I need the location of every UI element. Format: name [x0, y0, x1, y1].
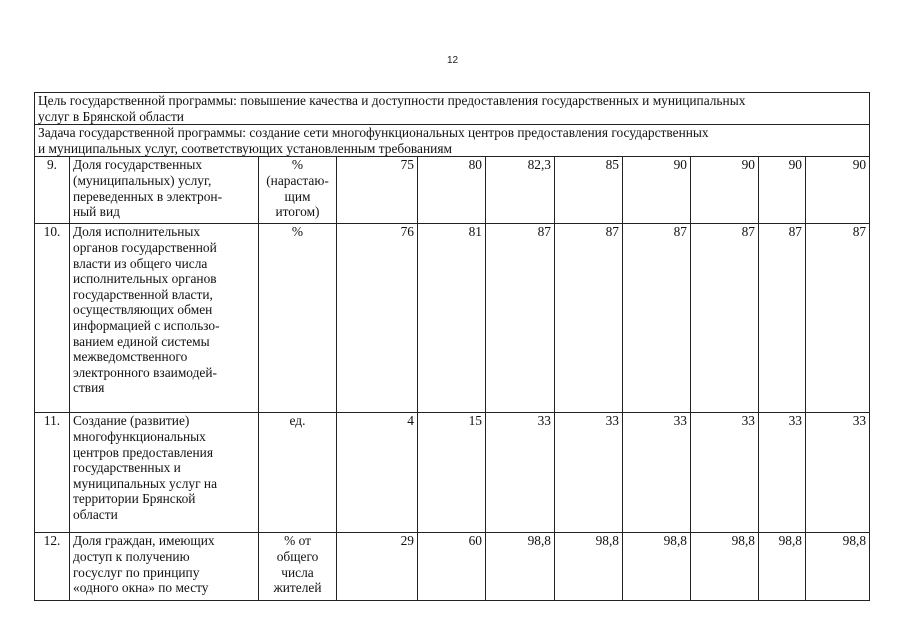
- value-cell: 33: [555, 413, 623, 533]
- program-goal: Цель государственной программы: повышение качества и доступности предоставления государственных и муниципальных услуг в Брянской области: [35, 93, 870, 125]
- task-row: [35, 125, 870, 157]
- table-row: [35, 224, 870, 413]
- value-cell: 98,8: [806, 533, 870, 601]
- value-cell: 98,8: [759, 533, 806, 601]
- value-cell: 29: [337, 533, 418, 601]
- indicator-unit: ед.: [259, 413, 337, 533]
- value-cell: 90: [623, 157, 691, 224]
- row-number: 11.: [35, 413, 70, 533]
- row-number: 9.: [35, 157, 70, 224]
- indicator-name: Создание (развитие) многофункциональных центров предоставления государственных и муниципальных услуг на территории Брянской области: [70, 413, 259, 533]
- value-cell: 98,8: [691, 533, 759, 601]
- value-cell: 90: [691, 157, 759, 224]
- indicators-table: [34, 92, 870, 601]
- row-number: 10.: [35, 224, 70, 413]
- value-cell: 87: [759, 224, 806, 413]
- row-number: 12.: [35, 533, 70, 601]
- value-cell: 4: [337, 413, 418, 533]
- value-cell: 87: [486, 224, 555, 413]
- value-cell: 33: [691, 413, 759, 533]
- value-cell: 80: [418, 157, 486, 224]
- value-cell: 98,8: [486, 533, 555, 601]
- indicator-unit: %: [259, 224, 337, 413]
- value-cell: 33: [623, 413, 691, 533]
- program-task: Задача государственной программы: создание сети многофункциональных центров предоставления государственных и муниципальных услуг, соответствующих установленным требованиям: [35, 125, 870, 157]
- table-row: [35, 157, 870, 224]
- indicator-name: Доля исполнительных органов государственной власти из общего числа исполнительных органов государственной власти, осуществляющих обмен информацией с использо- ванием единой системы межведомственного электронного взаимодей- ствия: [70, 224, 259, 413]
- value-cell: 87: [806, 224, 870, 413]
- table-row: [35, 413, 870, 533]
- value-cell: 33: [759, 413, 806, 533]
- value-cell: 85: [555, 157, 623, 224]
- value-cell: 33: [486, 413, 555, 533]
- value-cell: 90: [759, 157, 806, 224]
- value-cell: 98,8: [623, 533, 691, 601]
- value-cell: 33: [806, 413, 870, 533]
- indicator-name: Доля граждан, имеющих доступ к получению госуслуг по принципу «одного окна» по месту: [70, 533, 259, 601]
- indicator-unit: % от общего числа жителей: [259, 533, 337, 601]
- value-cell: 90: [806, 157, 870, 224]
- value-cell: 82,3: [486, 157, 555, 224]
- page-number: 12: [446, 55, 459, 66]
- value-cell: 81: [418, 224, 486, 413]
- goal-row: [35, 93, 870, 125]
- table-row: [35, 533, 870, 601]
- value-cell: 87: [555, 224, 623, 413]
- value-cell: 60: [418, 533, 486, 601]
- value-cell: 87: [623, 224, 691, 413]
- value-cell: 76: [337, 224, 418, 413]
- value-cell: 75: [337, 157, 418, 224]
- value-cell: 15: [418, 413, 486, 533]
- indicator-name: Доля государственных (муниципальных) услуг, переведенных в электрон- ный вид: [70, 157, 259, 224]
- indicator-unit: % (нарастаю- щим итогом): [259, 157, 337, 224]
- value-cell: 87: [691, 224, 759, 413]
- value-cell: 98,8: [555, 533, 623, 601]
